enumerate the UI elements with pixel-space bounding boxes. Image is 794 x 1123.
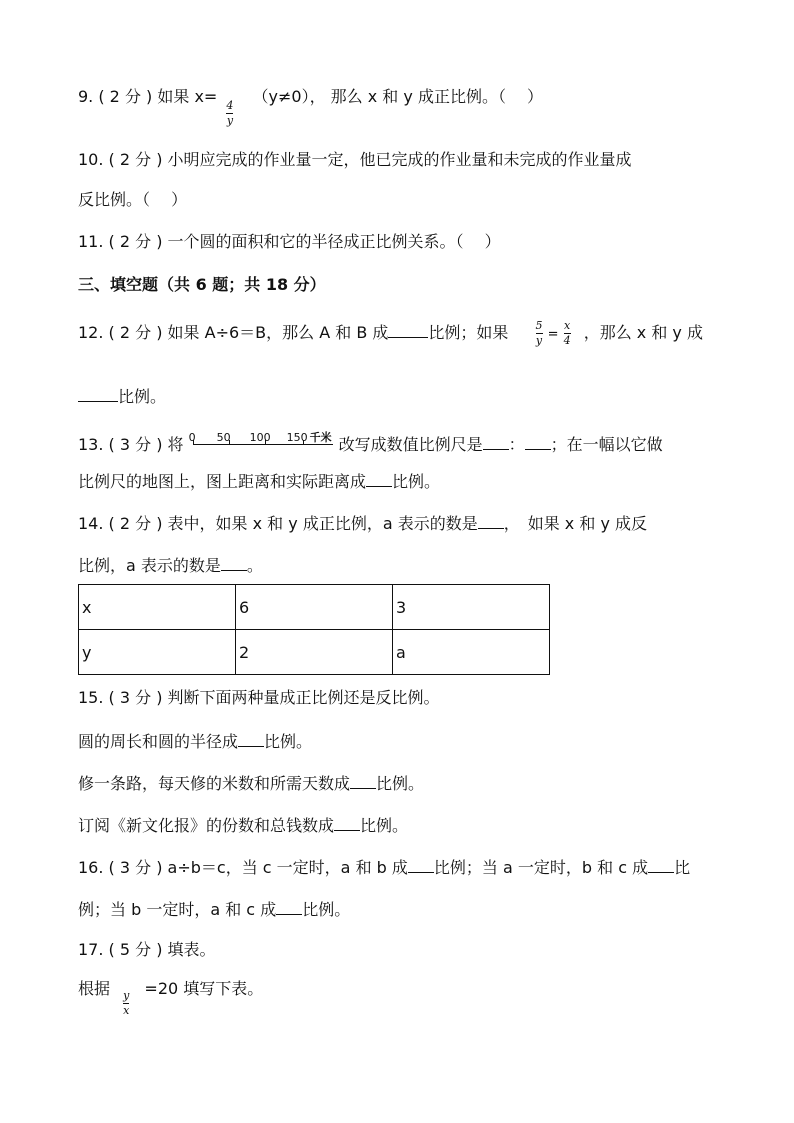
answer-blank[interactable] xyxy=(238,730,264,747)
q17-fraction xyxy=(123,990,129,1017)
fraction-numerator: y xyxy=(123,989,130,1002)
question-13-line2 xyxy=(78,470,440,492)
q13-part3: ；在一幅以它做 xyxy=(550,435,663,454)
question-16-line1 xyxy=(78,856,690,878)
q16-line2a: 例；当 b 一定时，a 和 c 成 xyxy=(78,900,277,919)
table-cell: x xyxy=(79,585,236,630)
question-9 xyxy=(78,84,544,127)
answer-blank[interactable] xyxy=(334,814,360,831)
q15-s1b: 比例。 xyxy=(264,732,313,751)
scale-label: 100 xyxy=(249,431,271,444)
scale-bar xyxy=(189,428,339,456)
q9-suffix: （y≠0）， 那么 x 和 y 成正比例。（ ） xyxy=(252,87,544,106)
q15-s2b: 比例。 xyxy=(376,774,425,793)
q9-fraction xyxy=(226,100,233,127)
q15-s2a: 修一条路，每天修的米数和所需天数成 xyxy=(78,774,351,793)
scale-unit: 千米 xyxy=(309,431,332,444)
q15-s3b: 比例。 xyxy=(360,816,409,835)
q13-part2: 改写成数值比例尺是 xyxy=(338,435,483,454)
question-12-line2 xyxy=(78,385,166,407)
q13-part1: 13. ( 3 分 ) 将 xyxy=(78,435,184,454)
question-10-line1: 10. ( 2 分 ) 小明应完成的作业量一定，他已完成的作业量和未完成的作业量成 xyxy=(78,150,632,169)
q16-part2: 比例；当 a 一定时，b 和 c 成 xyxy=(433,858,649,877)
question-15-title: 15. ( 3 分 ) 判断下面两种量成正比例还是反比例。 xyxy=(78,688,440,707)
question-16-line2 xyxy=(78,898,350,920)
q15-s3a: 订阅《新文化报》的份数和总钱数成 xyxy=(78,816,335,835)
q9-prefix: 9. ( 2 分 ) 如果 x= xyxy=(78,87,218,106)
table-cell: 2 xyxy=(236,630,393,675)
question-13-line1 xyxy=(78,428,663,456)
equals-sign: = xyxy=(547,327,559,342)
table-cell: a xyxy=(393,630,550,675)
question-10-line2: 反比例。（ ） xyxy=(78,190,188,209)
table-cell: 3 xyxy=(393,585,550,630)
q12-part1: 12. ( 2 分 ) 如果 A÷6＝B，那么 A 和 B 成 xyxy=(78,323,389,342)
q12-fraction-left xyxy=(536,320,543,347)
answer-blank[interactable] xyxy=(276,898,302,915)
q14-line2a: 比例，a 表示的数是 xyxy=(78,556,221,575)
answer-blank[interactable] xyxy=(483,433,509,450)
answer-blank[interactable] xyxy=(221,554,247,571)
question-14-line2 xyxy=(78,554,263,576)
fraction-denominator: x xyxy=(123,1004,130,1017)
section-3-heading: 三、填空题（共 6 题；共 18 分） xyxy=(78,275,326,294)
q13-line2a: 比例尺的地图上，图上距离和实际距离成 xyxy=(78,472,367,491)
scale-label: 150 xyxy=(286,431,308,444)
table-row xyxy=(79,630,550,675)
scale-label: 50 xyxy=(216,431,231,444)
q12-line2-text: 比例。 xyxy=(118,387,167,406)
fraction-denominator: y xyxy=(535,334,543,347)
q16-part1: 16. ( 3 分 ) a÷b＝c，当 c 一定时，a 和 b 成 xyxy=(78,858,408,877)
answer-blank[interactable] xyxy=(366,470,392,487)
fraction-numerator: 5 xyxy=(535,319,543,332)
answer-blank[interactable] xyxy=(408,856,434,873)
answer-blank[interactable] xyxy=(350,772,376,789)
table-cell: 6 xyxy=(236,585,393,630)
table-cell: y xyxy=(79,630,236,675)
question-15-statement-2 xyxy=(78,772,424,794)
colon: ： xyxy=(508,435,525,454)
answer-blank[interactable] xyxy=(78,385,118,402)
q17-prefix: 根据 xyxy=(78,979,111,998)
answer-blank[interactable] xyxy=(388,321,428,338)
question-15-statement-3 xyxy=(78,814,408,836)
q14-part2: ， 如果 x 和 y 成反 xyxy=(503,514,648,533)
q17-suffix: =20 填写下表。 xyxy=(144,979,264,998)
q15-s1a: 圆的周长和圆的半径成 xyxy=(78,732,239,751)
answer-blank[interactable] xyxy=(525,433,551,450)
q12-part3: ，那么 x 和 y 成 xyxy=(583,323,703,342)
scale-label: 0 xyxy=(188,431,196,444)
q13-line2b: 比例。 xyxy=(392,472,441,491)
fraction-numerator: x xyxy=(564,319,571,332)
q14-part1: 14. ( 2 分 ) 表中，如果 x 和 y 成正比例，a 表示的数是 xyxy=(78,514,478,533)
answer-blank[interactable] xyxy=(478,512,504,529)
question-15-statement-1 xyxy=(78,730,312,752)
q14-line2b: 。 xyxy=(246,556,263,575)
q12-part2: 比例；如果 xyxy=(428,323,509,342)
xy-table xyxy=(78,584,550,675)
q12-fraction-right xyxy=(564,320,571,347)
question-17-instruction xyxy=(78,976,264,1017)
q16-part3: 比 xyxy=(674,858,691,877)
question-12-line1 xyxy=(78,320,703,347)
fraction-numerator: 4 xyxy=(226,99,234,112)
question-17-title: 17. ( 5 分 ) 填表。 xyxy=(78,940,216,959)
answer-blank[interactable] xyxy=(648,856,674,873)
question-14-line1 xyxy=(78,512,647,534)
fraction-denominator: y xyxy=(226,114,234,127)
q16-line2b: 比例。 xyxy=(302,900,351,919)
table-row xyxy=(79,585,550,630)
fraction-denominator: 4 xyxy=(563,334,571,347)
question-11: 11. ( 2 分 ) 一个圆的面积和它的半径成正比例关系。（ ） xyxy=(78,232,501,251)
